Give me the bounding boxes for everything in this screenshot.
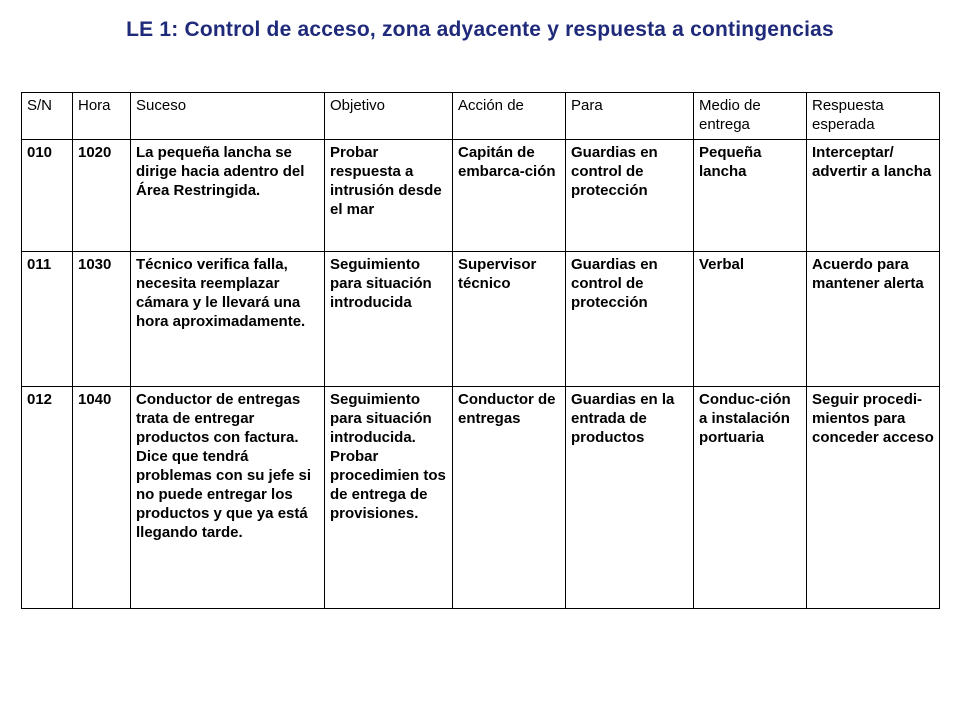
header-suceso: Suceso [131,93,325,140]
cell-respuesta: Interceptar/ advertir a lancha [807,140,940,252]
cell-accion: Capitán de embarca-ción [453,140,566,252]
table-header-row [22,93,940,140]
header-respuesta: Respuesta esperada [807,93,940,140]
cell-hora: 1030 [73,252,131,387]
cell-objetivo: Probar respuesta a intrusión desde el mar [325,140,453,252]
cell-medio: Pequeña lancha [694,140,807,252]
cell-hora: 1020 [73,140,131,252]
cell-suceso: La pequeña lancha se dirige hacia adentro del Área Restringida. [131,140,325,252]
table-row [22,140,940,252]
header-medio: Medio de entrega [694,93,807,140]
table-row [22,252,940,387]
cell-para: Guardias en control de protección [566,140,694,252]
cell-medio: Verbal [694,252,807,387]
header-sn: S/N [22,93,73,140]
table-row [22,387,940,609]
header-hora: Hora [73,93,131,140]
cell-suceso: Técnico verifica falla, necesita reemplazar cámara y le llevará una hora aproximadamente. [131,252,325,387]
header-accion: Acción de [453,93,566,140]
cell-sn: 010 [22,140,73,252]
cell-para: Guardias en la entrada de productos [566,387,694,609]
cell-objetivo: Seguimiento para situación introducida. Probar procedimien tos de entrega de provisiones. [325,387,453,609]
cell-respuesta: Acuerdo para mantener alerta [807,252,940,387]
cell-medio: Conduc-ción a instalación portuaria [694,387,807,609]
cell-para: Guardias en control de protección [566,252,694,387]
cell-sn: 012 [22,387,73,609]
cell-sn: 011 [22,252,73,387]
cell-suceso: Conductor de entregas trata de entregar productos con factura. Dice que tendrá problemas con su jefe si no puede entregar los productos y que ya está llegando tarde. [131,387,325,609]
cell-accion: Supervisor técnico [453,252,566,387]
exercise-schedule-table [21,92,940,609]
cell-accion: Conductor de entregas [453,387,566,609]
cell-hora: 1040 [73,387,131,609]
cell-respuesta: Seguir procedi-mientos para conceder acceso [807,387,940,609]
header-para: Para [566,93,694,140]
cell-objetivo: Seguimiento para situación introducida [325,252,453,387]
header-objetivo: Objetivo [325,93,453,140]
page-title: LE 1: Control de acceso, zona adyacente y respuesta a contingencias [126,18,834,41]
